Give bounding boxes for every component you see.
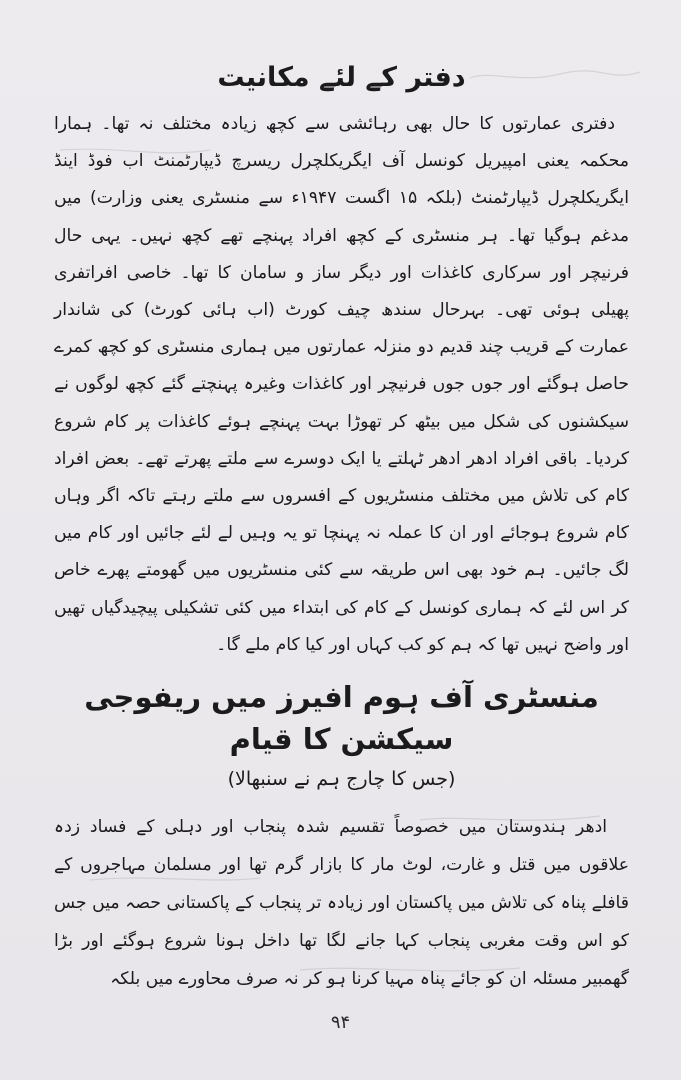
section-heading: دفتر کے لئے مکانیت (217, 62, 466, 93)
body-paragraph: ادھر ہندوستان میں خصوصاً تقسیم شدہ پنجاب اور دہلی کے فساد زدہ علاقوں میں قتل و غارت، لوٹ مار کا بازار گرم تھا اور مسلمان مہاجروں کے قافلے پناہ کی تلاش میں پاکستان اور زیادہ تر پنجاب کے پاکستانی حصہ میں جس کو اس وقت مغربی پنجاب کہا جانے لگا تھا داخل ہونا شروع ہوگئے اور بڑا گھمبیر مسئلہ ان کو جائے پناہ مہیا کرنا ہو کر نہ صرف محاورے میں بلکہ (54, 817, 629, 990)
section-subheading: (جس کا چارج ہم نے سنبھالا) (227, 768, 456, 791)
section-heading: منسٹری آف ہوم افیرز میں ریفوجی سیکشن کا قیام (84, 680, 599, 757)
page-number: ۹۴ (330, 1012, 351, 1033)
body-paragraph: دفتری عمارتوں کا حال بھی رہائشی سے کچھ زیادہ مختلف نہ تھا۔ ہمارا محکمہ یعنی امپیریل کونسل آف ایگریکلچرل ریسرچ ڈیپارٹمنٹ اب فوڈ اینڈ ایگریکلچرل ڈیپارٹمنٹ (بلکہ ۱۵ اگست ۱۹۴۷ء سے منسٹری یعنی وزارت) میں مدغم ہوگیا تھا۔ ہر منسٹری کے کچھ افراد پہنچے تھے کچھ نہیں۔ یہی حال فرنیچر اور سرکاری کاغذات اور دیگر ساز و سامان کا تھا۔ خاصی افراتفری پھیلی ہوئی تھی۔ بہرحال سندھ چیف کورٹ (اب ہائی کورٹ) کی شاندار عمارت کے قریب چند قدیم دو منزلہ عمارتوں میں ہماری منسٹری کو کچھ کمرے حاصل ہوگئے اور جوں جوں فرنیچر اور کاغذات وغیرہ پہنچتے گئے کچھ لوگوں نے سیکشنوں کی شکل میں بیٹھ کر تھوڑا بہت پہنچے ہوئے کاغذات پر کام شروع کردیا۔ باقی افراد ادھر ادھر ٹہلتے یا ایک دوسرے سے ملتے پھرتے تھے۔ بعض افراد کام کی تلاش میں مختلف منسٹریوں کے افسروں سے ملتے رہتے تاکہ اگر وہاں کام شروع ہوجائے اور ان کا عملہ نہ پہنچا تو یہ وہیں لے لئے جائیں اور کام میں لگ جائیں۔ ہم خود بھی اس طریقہ سے کئی منسٹریوں میں گھومتے پھرے خاص کر اس لئے کہ ہماری کونسل کے کام کی ابتداء میں کئی تشکیلی پیچیدگیاں تھیں اور واضح نہیں تھا کہ ہم کو کب کہاں اور کیا کام ملے گا۔ (54, 114, 629, 655)
